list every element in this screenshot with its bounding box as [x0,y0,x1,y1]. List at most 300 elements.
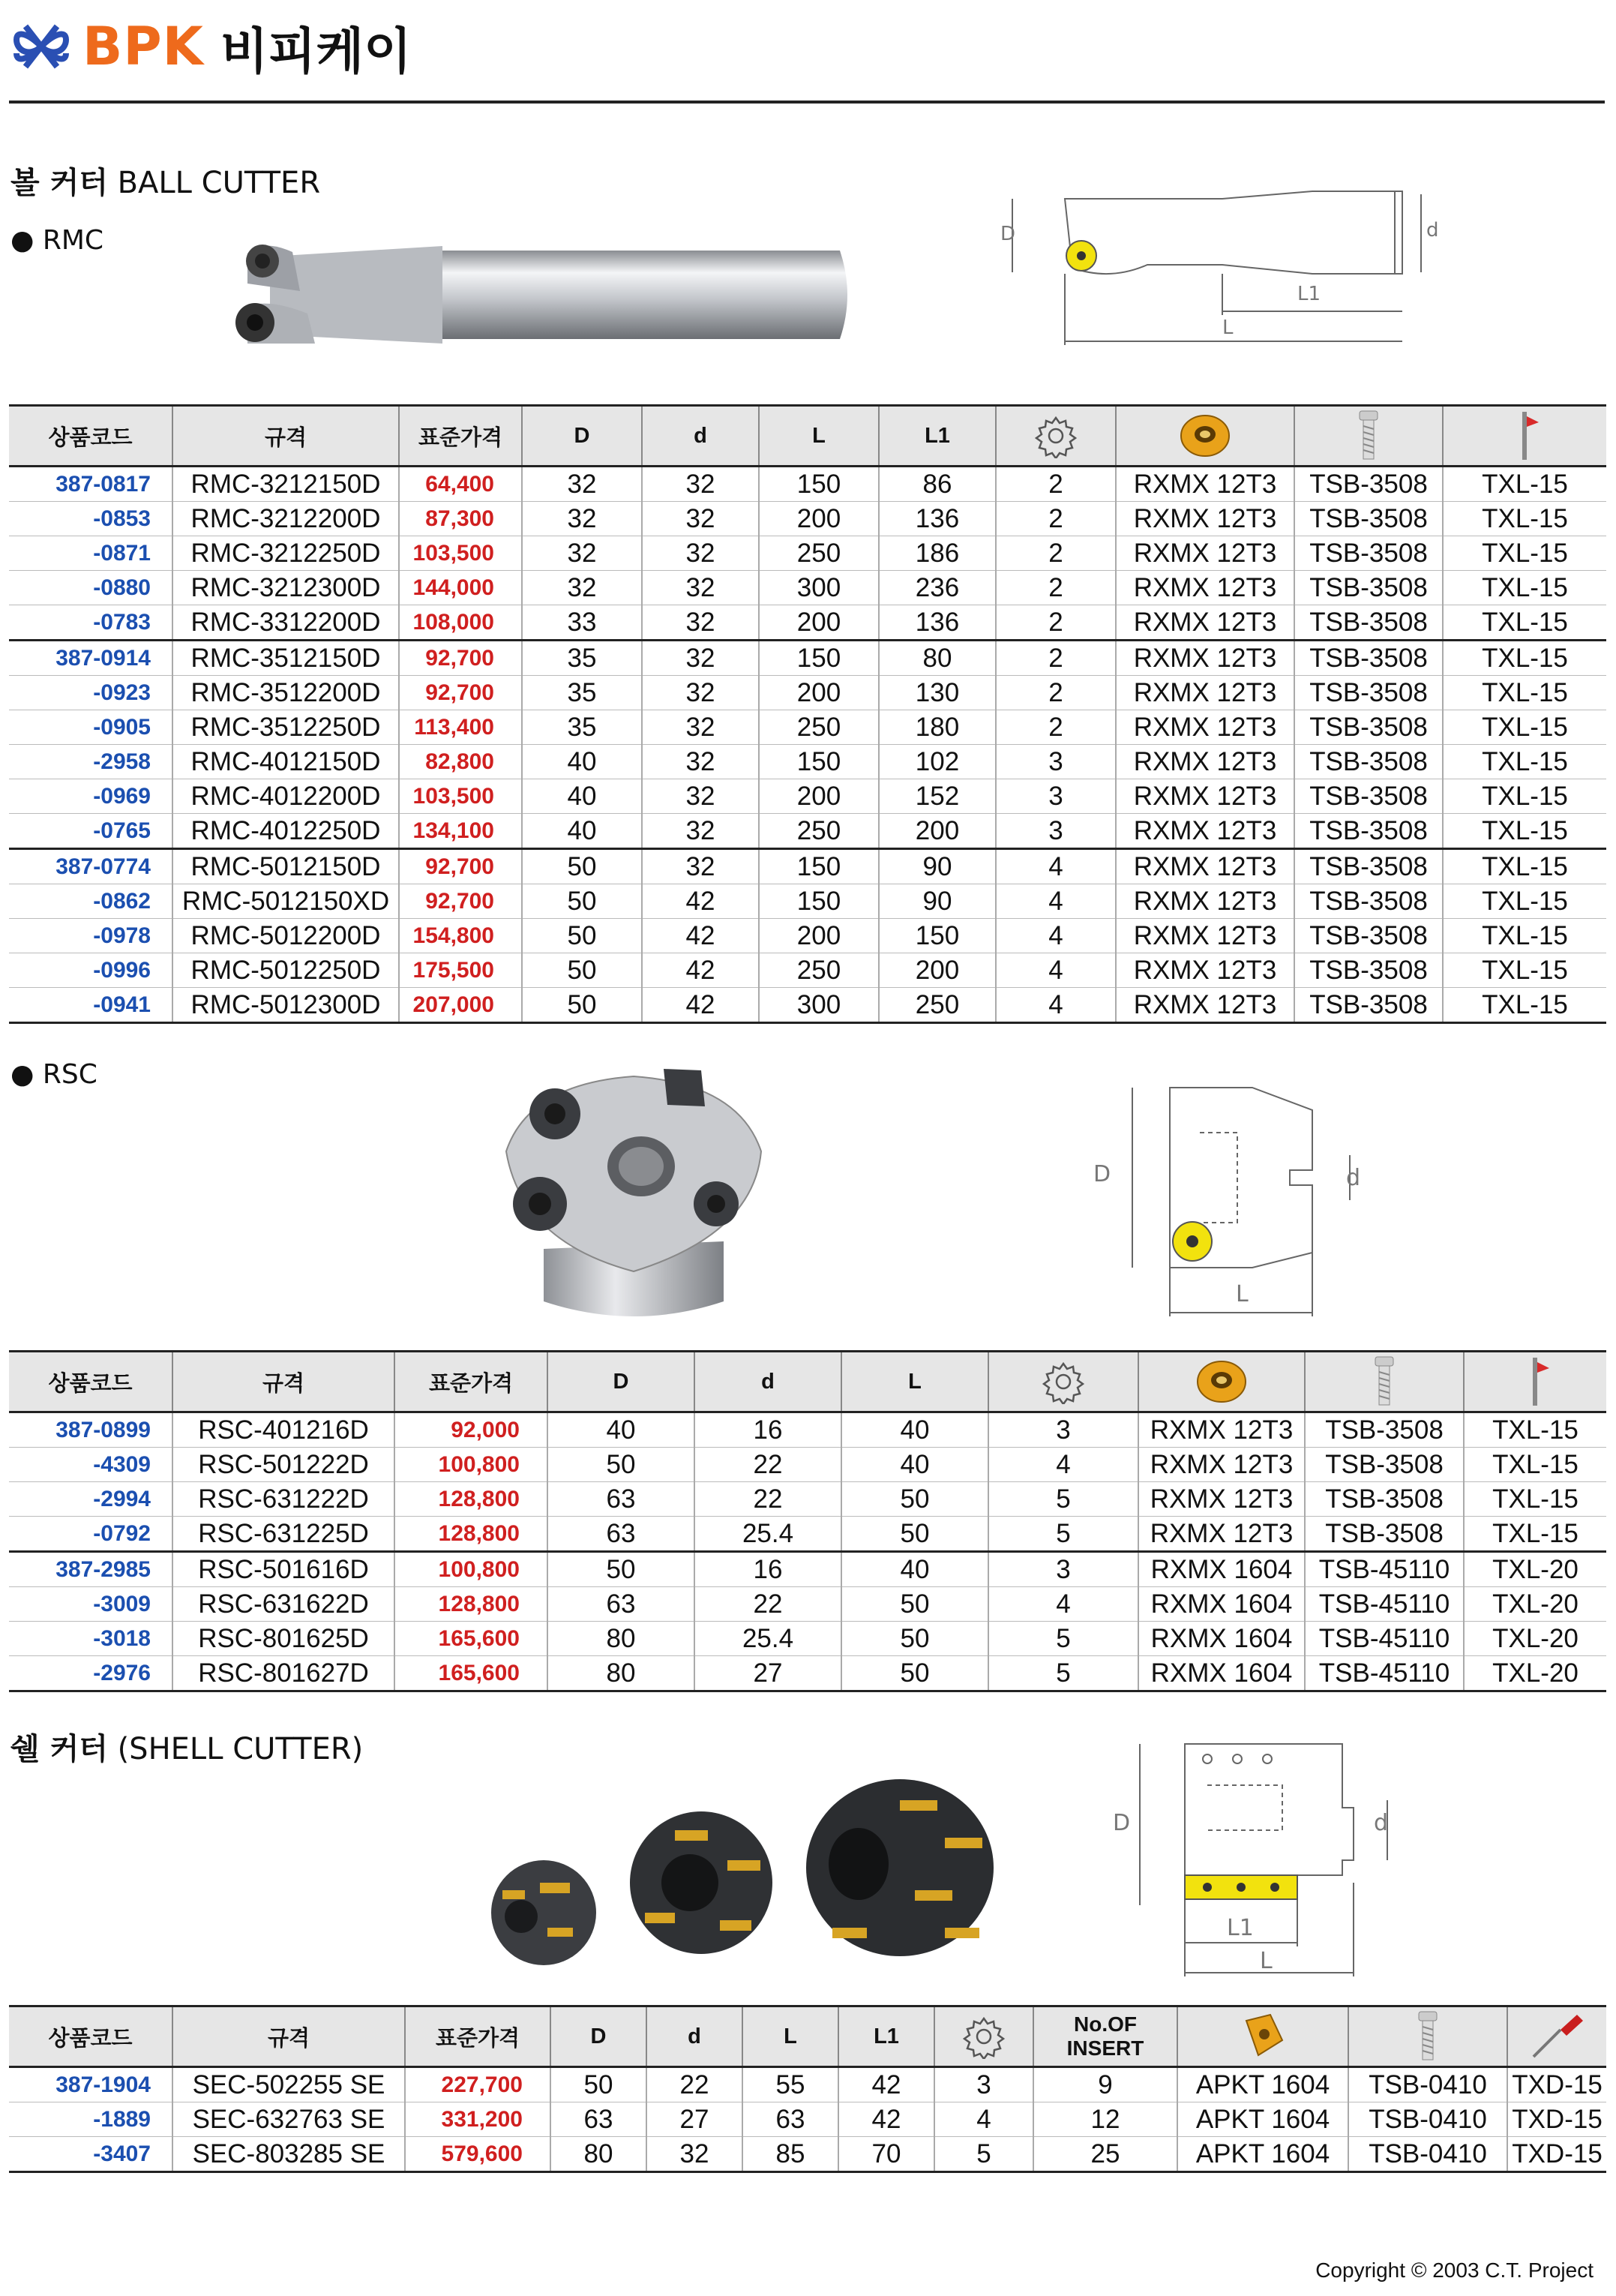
table-cell: 27 [694,1656,841,1691]
screw-icon [1369,1355,1399,1408]
table-cell: 150 [759,884,879,919]
table-cell: 152 [879,779,996,814]
header-L: L [841,1352,988,1412]
header-teeth [996,406,1116,467]
table-cell: 5 [988,1622,1138,1656]
table-row [9,919,1606,953]
table-cell: 2 [996,502,1116,536]
table-row [9,1587,1606,1622]
table-cell: 87,300 [399,502,522,536]
table-cell: 50 [547,1552,694,1587]
table-cell: 4 [988,1448,1138,1482]
svg-text:L1: L1 [1227,1915,1254,1941]
table-cell: 25.4 [694,1622,841,1656]
wrench-icon [1519,1355,1552,1409]
table-cell: RXMX 12T3 [1116,676,1294,710]
table-cell: TSB-3508 [1305,1448,1464,1482]
table-cell: TSB-3508 [1294,605,1443,641]
table-cell: TSB-0410 [1348,2102,1507,2137]
table-cell: RXMX 12T3 [1116,502,1294,536]
table-cell: 63 [547,1517,694,1552]
screw-icon [1413,2010,1443,2063]
table-cell: RXMX 1604 [1138,1656,1305,1691]
table-cell: TSB-0410 [1348,2067,1507,2102]
table-cell: 32 [642,849,759,884]
table-cell: TXL-15 [1443,502,1606,536]
table-cell: 2 [996,710,1116,745]
table-cell: 150 [759,849,879,884]
table-cell: 387-1904 [9,2067,172,2102]
table-cell: TXD-15 [1507,2067,1606,2102]
header-spec: 규격 [172,2006,405,2067]
table-cell: TSB-3508 [1294,849,1443,884]
table-cell: 63 [742,2102,838,2137]
table-cell: TXL-15 [1443,919,1606,953]
table-cell: RXMX 12T3 [1116,884,1294,919]
table-cell: 32 [642,641,759,676]
table-row [9,779,1606,814]
table-cell: 32 [642,779,759,814]
table-cell: RXMX 12T3 [1116,814,1294,849]
table-cell: 50 [522,953,642,988]
table-cell: TSB-3508 [1294,676,1443,710]
rsc-table-header [9,1352,1606,1412]
table-cell: 3 [996,779,1116,814]
table-cell: 50 [522,884,642,919]
square-insert-icon [1236,2010,1290,2063]
shell-table-header [9,2006,1606,2067]
table-cell: RMC-3212200D [172,502,399,536]
table-cell: TSB-3508 [1294,919,1443,953]
brand-korean-name: 비피케이 [220,22,412,80]
table-cell: RXMX 12T3 [1116,536,1294,571]
table-cell: TXD-15 [1507,2137,1606,2172]
table-cell: 42 [838,2102,934,2137]
table-cell: 90 [879,849,996,884]
table-cell: RMC-5012250D [172,953,399,988]
table-cell: 2 [996,571,1116,605]
table-cell: 4 [996,884,1116,919]
table-cell: RXMX 12T3 [1138,1517,1305,1552]
table-cell: RMC-3212250D [172,536,399,571]
table-cell: TSB-45110 [1305,1552,1464,1587]
table-cell: 63 [550,2102,646,2137]
header-screw [1305,1352,1464,1412]
table-cell: 42 [838,2067,934,2102]
table-cell: TXL-15 [1464,1448,1606,1482]
table-row [9,502,1606,536]
header-L: L [742,2006,838,2067]
table-cell: 35 [522,676,642,710]
table-cell: TSB-3508 [1294,814,1443,849]
table-cell: 64,400 [399,467,522,502]
table-cell: 186 [879,536,996,571]
table-cell: 42 [642,919,759,953]
rmc-spec-table [9,404,1606,1024]
header-L1: L1 [879,406,996,467]
svg-text:d: d [1346,1165,1361,1191]
header-teeth [988,1352,1138,1412]
table-cell: 200 [879,814,996,849]
table-cell: 50 [841,1587,988,1622]
bpk-logo-icon [10,16,72,77]
table-cell: RMC-3212300D [172,571,399,605]
table-cell: 35 [522,641,642,676]
table-cell: RXMX 12T3 [1138,1412,1305,1448]
table-cell: 50 [841,1482,988,1517]
table-cell: 200 [759,779,879,814]
table-cell: RMC-3512250D [172,710,399,745]
table-cell: 32 [522,536,642,571]
table-cell: TSB-45110 [1305,1656,1464,1691]
table-cell: 55 [742,2067,838,2102]
table-cell: 82,800 [399,745,522,779]
table-cell: 3 [996,745,1116,779]
table-cell: 50 [841,1622,988,1656]
table-cell: 85 [742,2137,838,2172]
table-cell: 22 [694,1448,841,1482]
table-cell: 2 [996,676,1116,710]
table-cell: RXMX 12T3 [1138,1448,1305,1482]
table-cell: 134,100 [399,814,522,849]
table-cell: 128,800 [394,1517,547,1552]
table-cell: 136 [879,502,996,536]
table-cell: 5 [988,1482,1138,1517]
table-cell: TSB-3508 [1294,502,1443,536]
table-cell: 387-0817 [9,467,172,502]
table-cell: TXL-15 [1443,953,1606,988]
table-cell: 50 [522,849,642,884]
table-row [9,988,1606,1023]
table-cell: RXMX 12T3 [1138,1482,1305,1517]
table-row [9,2067,1606,2102]
table-cell: 250 [759,953,879,988]
table-cell: 22 [694,1482,841,1517]
table-cell: APKT 1604 [1177,2067,1348,2102]
table-cell: 32 [522,571,642,605]
table-cell: 25 [1033,2137,1177,2172]
table-cell: 80 [879,641,996,676]
table-cell: -3009 [9,1587,172,1622]
table-row [9,1448,1606,1482]
round-insert-icon [1178,412,1232,460]
table-cell: TXL-15 [1464,1412,1606,1448]
table-cell: TXL-15 [1464,1482,1606,1517]
table-cell: RSC-501222D [172,1448,394,1482]
table-cell: 92,000 [394,1412,547,1448]
table-cell: 80 [550,2137,646,2172]
table-cell: RMC-4012150D [172,745,399,779]
table-cell: 70 [838,2137,934,2172]
table-cell: RMC-5012150XD [172,884,399,919]
table-cell: RXMX 12T3 [1116,641,1294,676]
table-cell: 387-2985 [9,1552,172,1587]
table-cell: 4 [996,919,1116,953]
table-cell: -0871 [9,536,172,571]
table-cell: TSB-3508 [1294,953,1443,988]
table-cell: RMC-5012300D [172,988,399,1023]
table-cell: SEC-502255 SE [172,2067,405,2102]
screwdriver-icon [1528,2010,1588,2063]
header-insert [1177,2006,1348,2067]
table-cell: -4309 [9,1448,172,1482]
table-cell: 32 [642,536,759,571]
gear-icon [1033,413,1078,458]
svg-text:L1: L1 [1297,283,1321,305]
header-d: d [694,1352,841,1412]
table-row [9,605,1606,641]
table-cell: 387-0899 [9,1412,172,1448]
table-cell: 200 [879,953,996,988]
table-cell: 236 [879,571,996,605]
table-cell: -0765 [9,814,172,849]
rsc-product-image [484,1054,784,1324]
header-price: 표준가격 [405,2006,550,2067]
table-cell: 2 [996,467,1116,502]
header-wrench [1464,1352,1606,1412]
table-cell: RXMX 1604 [1138,1587,1305,1622]
table-cell: TXL-15 [1443,710,1606,745]
table-cell: 4 [996,953,1116,988]
table-cell: TXL-15 [1443,467,1606,502]
rmc-dimension-diagram [997,184,1455,356]
table-cell: 200 [759,605,879,641]
table-cell: 150 [759,745,879,779]
table-cell: 40 [841,1552,988,1587]
table-cell: 40 [841,1448,988,1482]
table-row [9,849,1606,884]
svg-text:L: L [1236,1281,1249,1307]
table-cell: 80 [547,1622,694,1656]
table-cell: 63 [547,1482,694,1517]
table-row [9,1517,1606,1552]
table-cell: -0880 [9,571,172,605]
table-cell: 33 [522,605,642,641]
table-cell: 108,000 [399,605,522,641]
table-cell: 300 [759,571,879,605]
table-cell: 5 [934,2137,1033,2172]
header-code: 상품코드 [9,1352,172,1412]
ball-cutter-title: 볼 커터 BALL CUTTER [10,166,321,200]
table-cell: 3 [996,814,1116,849]
table-cell: 92,700 [399,849,522,884]
shell-table-body [9,2067,1606,2172]
svg-text:d: d [1374,1810,1389,1836]
table-cell: RXMX 12T3 [1116,988,1294,1023]
table-cell: 150 [759,641,879,676]
table-cell: 250 [759,814,879,849]
table-cell: 100,800 [394,1552,547,1587]
table-row [9,814,1606,849]
table-cell: 154,800 [399,919,522,953]
table-cell: -2994 [9,1482,172,1517]
table-cell: 32 [642,676,759,710]
table-cell: 9 [1033,2067,1177,2102]
table-cell: 387-0914 [9,641,172,676]
table-cell: RXMX 12T3 [1116,779,1294,814]
table-cell: -0905 [9,710,172,745]
svg-text:L: L [1260,1948,1273,1974]
table-cell: 92,700 [399,884,522,919]
table-cell: 180 [879,710,996,745]
table-cell: 16 [694,1412,841,1448]
table-cell: RMC-3212150D [172,467,399,502]
table-cell: TSB-3508 [1294,745,1443,779]
table-cell: 40 [522,814,642,849]
table-cell: TXL-15 [1443,536,1606,571]
table-cell: 32 [642,745,759,779]
table-cell: 32 [642,814,759,849]
table-cell: TXL-15 [1443,814,1606,849]
table-cell: TSB-3508 [1305,1517,1464,1552]
table-row [9,710,1606,745]
table-cell: 92,700 [399,641,522,676]
table-row [9,467,1606,502]
header-code: 상품코드 [9,2006,172,2067]
table-cell: -0941 [9,988,172,1023]
header-D: D [547,1352,694,1412]
table-cell: RMC-3512200D [172,676,399,710]
table-cell: RSC-631622D [172,1587,394,1622]
rmc-table-body [9,467,1606,1023]
table-cell: TXL-15 [1443,779,1606,814]
copyright: Copyright © 2003 C.T. Project [1315,2258,1594,2282]
header-spec: 규격 [172,1352,394,1412]
table-cell: 63 [547,1587,694,1622]
table-cell: 2 [996,605,1116,641]
table-row [9,884,1606,919]
table-cell: -0923 [9,676,172,710]
table-cell: 4 [996,849,1116,884]
table-cell: 150 [879,919,996,953]
table-cell: 40 [841,1412,988,1448]
table-cell: 200 [759,919,879,953]
table-cell: 2 [996,641,1116,676]
table-cell: 4 [988,1587,1138,1622]
table-cell: -0978 [9,919,172,953]
header-L: L [759,406,879,467]
header-d: d [646,2006,742,2067]
table-cell: 32 [642,605,759,641]
svg-text:D: D [1113,1810,1131,1836]
table-cell: -2976 [9,1656,172,1691]
table-cell: TSB-3508 [1294,571,1443,605]
table-cell: TXL-15 [1443,849,1606,884]
table-cell: 175,500 [399,953,522,988]
shell-cutter-product-image [480,1778,1020,1980]
table-cell: 86 [879,467,996,502]
table-cell: 16 [694,1552,841,1587]
svg-text:D: D [1000,223,1016,245]
table-cell: 144,000 [399,571,522,605]
header-spec: 규격 [172,406,399,467]
table-row [9,641,1606,676]
table-row [9,536,1606,571]
table-cell: 32 [522,502,642,536]
table-cell: RSC-401216D [172,1412,394,1448]
table-cell: 165,600 [394,1622,547,1656]
header-insert-count: No.OF INSERT [1033,2006,1177,2067]
round-insert-icon [1195,1358,1249,1406]
svg-text:d: d [1426,219,1439,242]
table-cell: TSB-45110 [1305,1587,1464,1622]
header-driver [1507,2006,1606,2067]
header-D: D [550,2006,646,2067]
table-cell: 40 [522,779,642,814]
table-cell: TXL-20 [1464,1622,1606,1656]
table-cell: TXL-15 [1443,641,1606,676]
table-cell: 32 [642,502,759,536]
table-cell: TSB-3508 [1294,641,1443,676]
rsc-spec-table [9,1350,1606,1692]
table-cell: RXMX 1604 [1138,1622,1305,1656]
table-cell: RSC-801625D [172,1622,394,1656]
table-row [9,1622,1606,1656]
table-cell: RXMX 12T3 [1116,710,1294,745]
table-cell: RMC-5012200D [172,919,399,953]
table-cell: TSB-3508 [1294,779,1443,814]
header-D: D [522,406,642,467]
table-cell: TXL-15 [1464,1517,1606,1552]
table-cell: RXMX 12T3 [1116,849,1294,884]
table-cell: 22 [646,2067,742,2102]
table-cell: 50 [550,2067,646,2102]
table-cell: TSB-3508 [1294,467,1443,502]
brand-name: BPK [82,16,204,77]
table-cell: RXMX 12T3 [1116,745,1294,779]
table-cell: -2958 [9,745,172,779]
table-cell: 50 [841,1656,988,1691]
table-cell: 130 [879,676,996,710]
header-insert [1116,406,1294,467]
header-screw [1294,406,1443,467]
table-cell: 250 [879,988,996,1023]
table-cell: 200 [759,676,879,710]
table-cell: -0792 [9,1517,172,1552]
table-cell: -1889 [9,2102,172,2137]
table-cell: 42 [642,988,759,1023]
table-cell: 113,400 [399,710,522,745]
table-cell: RXMX 1604 [1138,1552,1305,1587]
table-cell: 3 [988,1552,1138,1587]
table-cell: 250 [759,710,879,745]
table-cell: RXMX 12T3 [1116,571,1294,605]
header-wrench [1443,406,1606,467]
table-cell: TXL-20 [1464,1656,1606,1691]
table-cell: 150 [759,467,879,502]
rsc-table-body [9,1412,1606,1691]
table-cell: TXL-20 [1464,1587,1606,1622]
table-cell: RMC-3512150D [172,641,399,676]
table-cell: TXL-15 [1443,605,1606,641]
table-cell: 32 [522,467,642,502]
table-cell: 387-0774 [9,849,172,884]
table-row [9,745,1606,779]
table-cell: TXD-15 [1507,2102,1606,2137]
screw-icon [1354,410,1384,462]
table-row [9,1412,1606,1448]
table-cell: 207,000 [399,988,522,1023]
gear-icon [961,2014,1006,2059]
table-cell: 42 [642,953,759,988]
table-cell: SEC-803285 SE [172,2137,405,2172]
table-cell: TSB-3508 [1294,884,1443,919]
rsc-dimension-diagram [1087,1073,1402,1328]
table-cell: 12 [1033,2102,1177,2137]
table-cell: 250 [759,536,879,571]
table-cell: 27 [646,2102,742,2137]
table-cell: 90 [879,884,996,919]
